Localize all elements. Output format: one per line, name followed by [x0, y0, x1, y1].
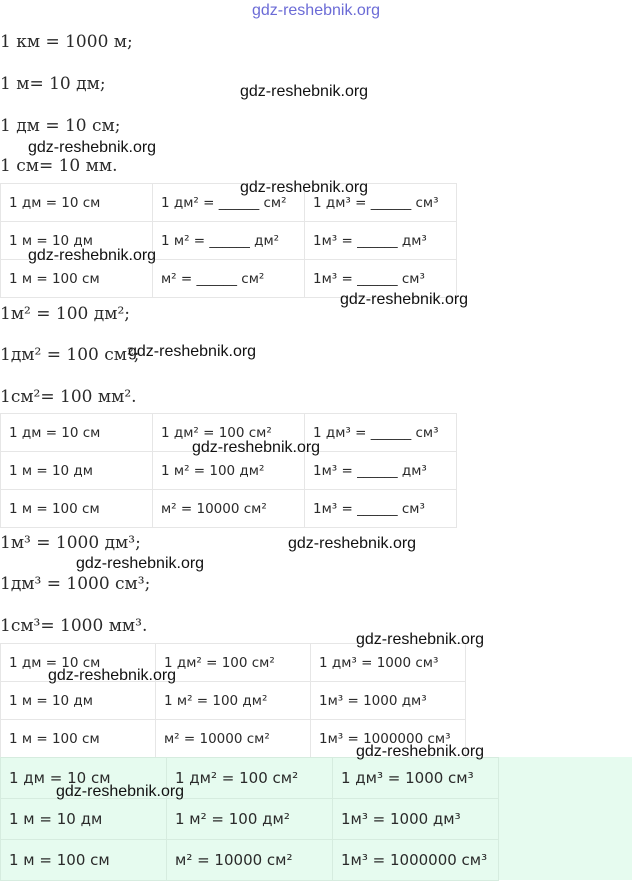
area-eq-m2: 1м² = 100 дм²;: [0, 304, 130, 324]
table-cell: 1м³ = 1000 дм³: [333, 799, 499, 840]
table-answer: [0, 757, 499, 881]
length-eq-m: 1 м= 10 дм;: [0, 74, 106, 94]
table-cell: 1 дм = 10 см: [1, 644, 156, 682]
table-row: [1, 184, 457, 222]
table-cell: м² = 10000 см²: [156, 720, 311, 758]
table-cell: 1 дм³ = 1000 см³: [311, 644, 466, 682]
length-eq-dm: 1 дм = 10 см;: [0, 116, 121, 136]
volume-eq-cm3: 1см³= 1000 мм³.: [0, 616, 148, 636]
table-row: [1, 840, 499, 881]
table-cell: 1 дм = 10 см: [1, 414, 153, 452]
watermark: gdz-reshebnik.org: [288, 535, 417, 552]
table-row: [1, 452, 457, 490]
table-cell: 1 дм³ = 1000 см³: [333, 758, 499, 799]
table-cell: 1 м² = 100 дм²: [153, 452, 305, 490]
table-cell: 1 дм = 10 см: [1, 184, 153, 222]
volume-eq-dm3: 1дм³ = 1000 см³;: [0, 574, 151, 594]
table-cell: 1 дм² = 100 см²: [156, 644, 311, 682]
table-cell: м² = ______ см²: [153, 260, 305, 298]
table-blank: [0, 183, 457, 298]
table-volume-filled: [0, 643, 466, 758]
table-cell: 1 м = 10 дм: [1, 452, 153, 490]
table-cell: 1 м = 100 см: [1, 490, 153, 528]
table-cell: 1 м² = 100 дм²: [156, 682, 311, 720]
table-cell: 1 м = 100 см: [1, 840, 167, 881]
table-cell: 1м³ = ______ дм³: [305, 222, 457, 260]
table-cell: 1 дм² = 100 см²: [167, 758, 333, 799]
header-site-link[interactable]: gdz-reshebnik.org: [251, 2, 381, 19]
watermark: gdz-reshebnik.org: [192, 439, 321, 456]
table-cell: 1 м = 10 дм: [1, 682, 156, 720]
watermark: gdz-reshebnik.org: [340, 291, 469, 308]
table-cell: м² = 10000 см²: [153, 490, 305, 528]
table-cell: 1 м² = ______ дм²: [153, 222, 305, 260]
table-cell: м² = 10000 см²: [167, 840, 333, 881]
length-eq-cm: 1 см= 10 мм.: [0, 156, 118, 176]
table-cell: 1м³ = ______ дм³: [305, 452, 457, 490]
area-eq-dm2: 1дм² = 100 см²;: [0, 345, 140, 365]
table-cell: 1 дм² = 100 см²: [153, 414, 305, 452]
table-cell: 1м³ = 1000000 см³: [333, 840, 499, 881]
watermark: gdz-reshebnik.org: [240, 179, 369, 196]
table-cell: 1 м = 100 см: [1, 260, 153, 298]
table-cell: 1м³ = ______ см³: [305, 260, 457, 298]
watermark: gdz-reshebnik.org: [76, 555, 205, 572]
volume-eq-m3: 1м³ = 1000 дм³;: [0, 533, 141, 553]
table-cell: 1 м = 10 дм: [1, 222, 153, 260]
watermark: gdz-reshebnik.org: [356, 631, 485, 648]
watermark: gdz-reshebnik.org: [356, 743, 485, 760]
table-row: [1, 799, 499, 840]
table-cell: 1м³ = 1000 дм³: [311, 682, 466, 720]
table-cell: 1 м = 10 дм: [1, 799, 167, 840]
table-cell: 1 м = 100 см: [1, 720, 156, 758]
watermark: gdz-reshebnik.org: [28, 247, 157, 264]
table-row: [1, 490, 457, 528]
watermark: gdz-reshebnik.org: [128, 343, 257, 360]
table-row: [1, 682, 466, 720]
watermark: gdz-reshebnik.org: [48, 667, 177, 684]
table-cell: 1м³ = 1000000 см³: [311, 720, 466, 758]
table-cell: 1 дм = 10 см: [1, 758, 167, 799]
area-eq-cm2: 1см²= 100 мм².: [0, 387, 137, 407]
table-cell: 1 дм² = ______ см²: [153, 184, 305, 222]
length-eq-km: 1 км = 1000 м;: [0, 32, 133, 52]
watermark: gdz-reshebnik.org: [56, 783, 185, 800]
watermark: gdz-reshebnik.org: [28, 139, 157, 156]
table-area-filled: [0, 413, 457, 528]
table-cell: 1 дм³ = ______ см³: [305, 184, 457, 222]
watermark: gdz-reshebnik.org: [240, 83, 369, 100]
table-cell: 1 дм³ = ______ см³: [305, 414, 457, 452]
table-cell: 1 м² = 100 дм²: [167, 799, 333, 840]
table-cell: 1м³ = ______ см³: [305, 490, 457, 528]
